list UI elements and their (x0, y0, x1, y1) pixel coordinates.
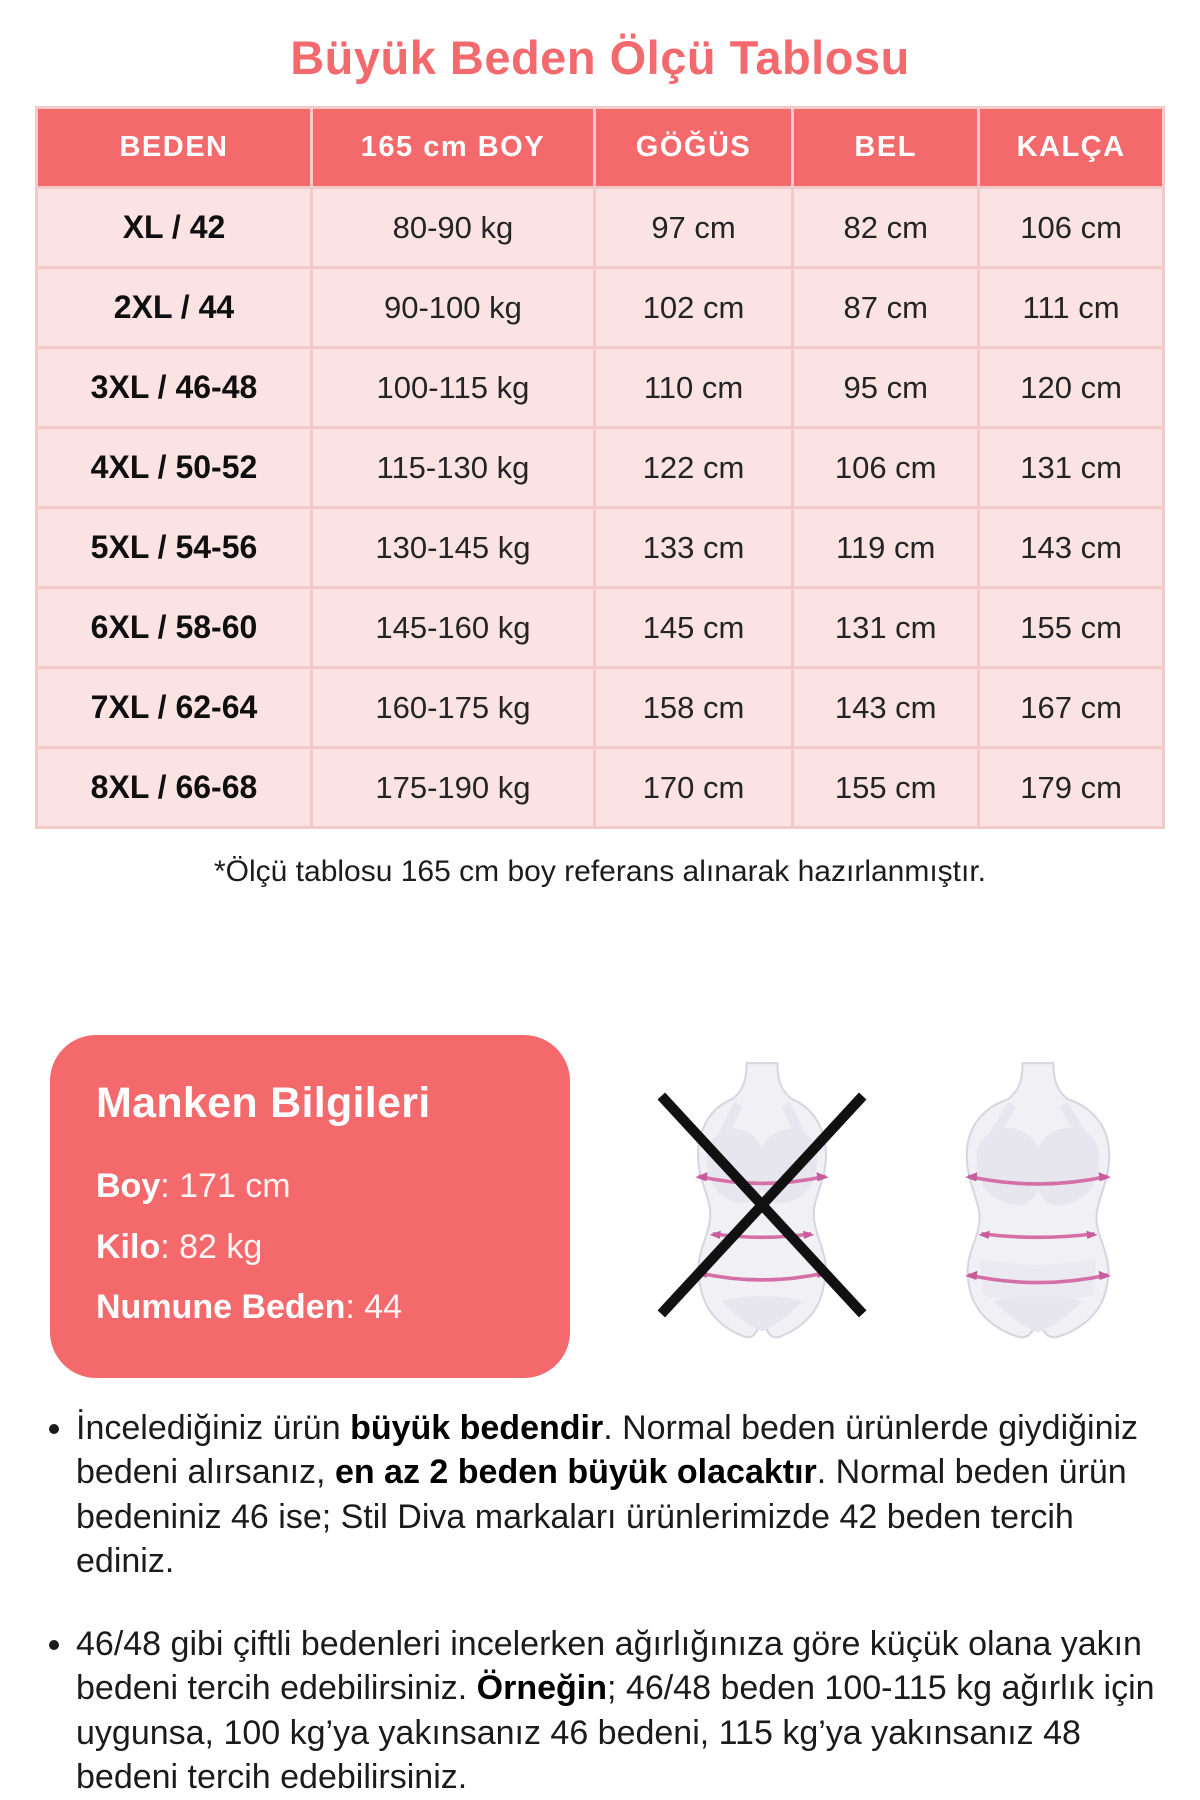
col-header-gogus: GÖĞÜS (594, 108, 792, 188)
cell-size: 2XL / 44 (37, 268, 312, 348)
cell-size: 5XL / 54-56 (37, 508, 312, 588)
cell-bust: 122 cm (594, 428, 792, 508)
footnote: *Ölçü tablosu 165 cm boy referans alınarak hazırlanmıştır. (213, 855, 987, 888)
cell-weight: 175-190 kg (311, 748, 594, 828)
model-weight-label: Kilo (96, 1227, 161, 1266)
cell-hip: 179 cm (979, 748, 1164, 828)
table-row (37, 188, 1164, 268)
cell-weight: 100-115 kg (311, 348, 594, 428)
cell-size: 4XL / 50-52 (37, 428, 312, 508)
cell-weight: 160-175 kg (311, 668, 594, 748)
cell-hip: 106 cm (979, 188, 1164, 268)
table-row (37, 268, 1164, 348)
notes-section (0, 1406, 1200, 1800)
cell-hip: 143 cm (979, 508, 1164, 588)
cell-weight: 145-160 kg (311, 588, 594, 668)
table-row (37, 508, 1164, 588)
cell-weight: 115-130 kg (311, 428, 594, 508)
table-row (37, 588, 1164, 668)
cell-size: 6XL / 58-60 (37, 588, 312, 668)
model-sample-size-label: Numune Beden (96, 1288, 346, 1327)
col-header-boy: 165 cm BOY (311, 108, 594, 188)
size-chart-table (35, 106, 1165, 829)
model-sample-size-line (96, 1277, 524, 1338)
cell-waist: 95 cm (793, 348, 979, 428)
notes-list (40, 1406, 1158, 1800)
model-sample-size-value: : 44 (345, 1288, 403, 1327)
cell-bust: 170 cm (594, 748, 792, 828)
cell-hip: 155 cm (979, 588, 1164, 668)
model-height-line (96, 1156, 524, 1217)
model-height-value: : 171 cm (160, 1167, 291, 1205)
note-item-double-sizes: • 46/48 gibi çiftli bedenleri incelerken ağırlığınıza göre küçük olana yakın bedeni tercih edebilirsiniz. Örneğin; 46/48 beden 100-115 kg ağırlık için uygunsa, 100 kg’ya yakınsanız 46 bedeni, 115 kg’ya yakınsanız 48 bedeni tercih edebilirsiniz. (76, 1622, 1158, 1800)
cell-weight: 80-90 kg (311, 188, 594, 268)
cell-waist: 119 cm (793, 508, 979, 588)
model-height-label: Boy (96, 1167, 161, 1205)
cell-waist: 131 cm (793, 588, 979, 668)
note-item-sizing: • İncelediğiniz ürün büyük bedendir. Normal beden ürünlerde giydiğiniz bedeni alırsanız, en az 2 beden büyük olacaktır. Normal beden ürün bedeniniz 46 ise; Stil Diva markaları ürünlerimizde 42 beden tercih ediniz. (76, 1406, 1158, 1584)
cell-size: 3XL / 46-48 (37, 348, 312, 428)
table-row (37, 748, 1164, 828)
cell-weight: 130-145 kg (311, 508, 594, 588)
table-row (37, 668, 1164, 748)
model-weight-line (96, 1217, 524, 1278)
col-header-beden: BEDEN (37, 108, 312, 188)
cell-size: XL / 42 (37, 188, 312, 268)
model-info-section (0, 1035, 1200, 1378)
table-row (37, 428, 1164, 508)
crossed-slim-body-icon (638, 1057, 886, 1355)
cell-hip: 131 cm (979, 428, 1164, 508)
cell-hip: 120 cm (979, 348, 1164, 428)
cell-bust: 158 cm (594, 668, 792, 748)
cell-weight: 90-100 kg (311, 268, 594, 348)
cell-waist: 106 cm (793, 428, 979, 508)
cell-waist: 143 cm (793, 668, 979, 748)
cell-bust: 133 cm (594, 508, 792, 588)
plus-size-body-icon (914, 1057, 1162, 1355)
cell-size: 8XL / 66-68 (37, 748, 312, 828)
cell-waist: 87 cm (793, 268, 979, 348)
cell-bust: 97 cm (594, 188, 792, 268)
model-weight-value: : 82 kg (160, 1227, 263, 1266)
table-header-row (37, 108, 1164, 188)
cell-hip: 111 cm (979, 268, 1164, 348)
cell-waist: 155 cm (793, 748, 979, 828)
col-header-bel: BEL (793, 108, 979, 188)
col-header-kalca: KALÇA (979, 108, 1164, 188)
cell-bust: 145 cm (594, 588, 792, 668)
table-row (37, 348, 1164, 428)
fit-illustrations (638, 1057, 1162, 1355)
cell-waist: 82 cm (793, 188, 979, 268)
page-title: Büyük Beden Ölçü Tablosu (290, 31, 910, 84)
size-chart-wrapper (35, 106, 1165, 829)
cell-bust: 110 cm (594, 348, 792, 428)
cell-bust: 102 cm (594, 268, 792, 348)
cell-size: 7XL / 62-64 (37, 668, 312, 748)
model-info-title: Manken Bilgileri (96, 1079, 431, 1127)
cell-hip: 167 cm (979, 668, 1164, 748)
model-info-card (50, 1035, 570, 1378)
